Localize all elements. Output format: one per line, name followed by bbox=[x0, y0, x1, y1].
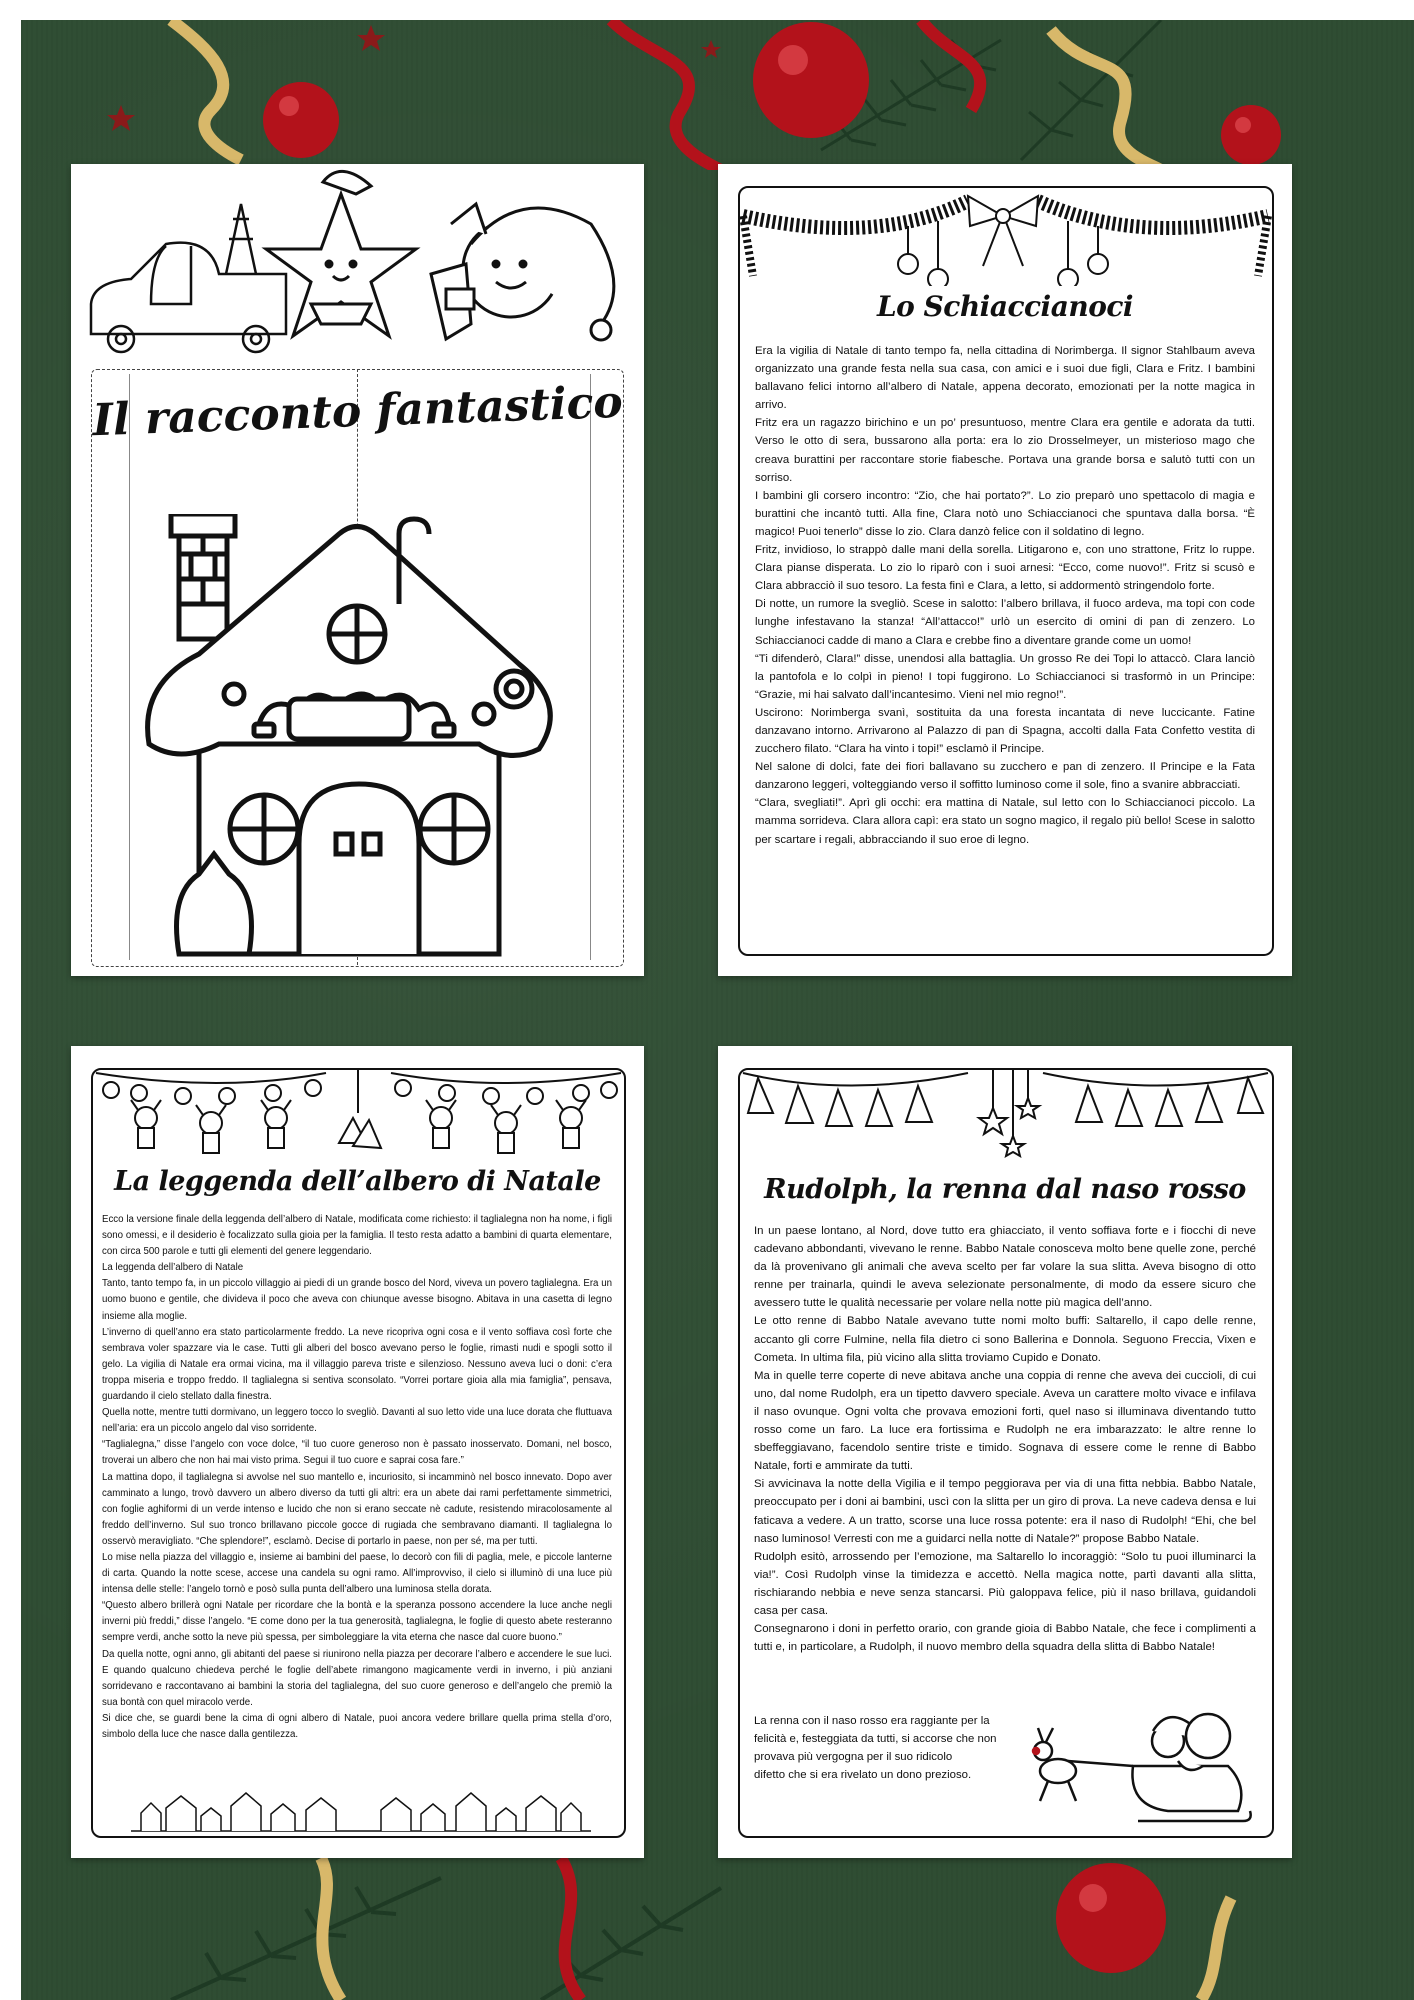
fold-line bbox=[590, 374, 591, 960]
story-text bbox=[755, 342, 1255, 849]
paragraph: In un paese lontano, al Nord, dove tutto era ghiacciato, il vento soffiava forte e i fiocchi di neve cadevano abbondanti, vivevano le renne. Babbo Natale conosceva molto bene quelle zone, perché da là provenivano gli animali che aveva scelto per far volare la sua slitta. Aveva bisogno di otto renne per trainarla, quindi le aveva selezionate personalmente, di modo da essere sicuro che avessero tutte le qualità necessarie per volare nella notte più magica dell’anno. bbox=[754, 1225, 1256, 1310]
story-text bbox=[102, 1212, 612, 1743]
red-ribbon-icon bbox=[921, 20, 980, 110]
paragraph: Da quella notte, ogni anno, gli abitanti del paese si riunirono nella piazza per decorare l’albero e accendere le sue luci. E quando qualcuno chiedeva perché le foglie dell’abete rimangono magicamente verdi in inverno, i più anziani sorridevano e raccontavano ai bambini la storia del taglialegna, del suo cuore generoso e dell’angelo che premiò la sua bontà con quel miracolo verde. bbox=[102, 1648, 612, 1708]
paragraph: I bambini gli corsero incontro: “Zio, che hai portato?”. Lo zio preparò uno spettacolo di magia e burattini che incantò tutti. Alla fine, Clara notò uno Schiaccianoci che spuntava dalla borsa. “È magico! Puoi tenerlo” disse lo zio. Clara danzò felice con il soldatino di legno. bbox=[755, 489, 1255, 538]
fir-branch-icon bbox=[171, 1878, 721, 2000]
red-ornament-icon bbox=[263, 82, 339, 158]
red-ornament-icon bbox=[1221, 105, 1281, 165]
bunting-icon bbox=[738, 1068, 1272, 1158]
paragraph: La mattina dopo, il taglialegna si avvolse nel suo mantello e, incuriosito, si incamminò nel bosco innevato. Dopo aver camminato a lungo, trovò davvero un albero diverso da tutti gli altri: era un abete dai rami perfettamente simmetrici, con foglie aghiformi di un verde intenso e lucido che non si erano seccate nè cadute, resistendo miracolosamente al freddo dell’inverno. Sul suo tronco brillavano piccole gocce di rugiada che sembravano diamanti. Il taglialegna lo osservò meravigliato. “Che splendore!”, esclamò. Decise di portarlo in paese, non per sé, ma per tutti. bbox=[102, 1471, 612, 1547]
garland-bow-icon bbox=[738, 186, 1272, 286]
elf-icon bbox=[431, 204, 614, 340]
ending-line: provava più vergogna per il suo ridicolo bbox=[754, 1751, 953, 1764]
paragraph: Le otto renne di Babbo Natale avevano tutte nomi molto buffi: Saltarello, il capo delle renne, accanto gli corre Fulmine, nella fila dietro ci sono Ballerina e Donnola. Seguono Freccia, Vixen e Cometa. In ultima fila, più vicino alla slitta troviamo Cupido e Donato. bbox=[754, 1315, 1256, 1364]
paragraph: Rudolph esitò, arrossendo per l’emozione, ma Saltarello lo incoraggiò: “Solo tu puoi illuminarci la via!”. Così Rudolph vinse la timidezza e accettò. Nella magica notte, partì davanti alla slitta, rischiarando nebbia e neve senza stancarsi. Più galoppava felice, più il naso brillava, guidandoli casa per casa. bbox=[754, 1550, 1256, 1617]
paragraph: Era la vigilia di Natale di tanto tempo fa, nella cittadina di Norimberga. Il signor Stahlbaum aveva organizzato una grande festa nella sua casa, con amici e i suoi due figli, Clara e Fritz. I bambini ballavano felici intorno all’albero di Natale, appena decorato, emozionati per la notte magica in arrivo. bbox=[755, 345, 1255, 412]
cover-title: Il racconto fantastico bbox=[91, 376, 624, 447]
paragraph: “Taglialegna,” disse l’angelo con voce dolce, “il tuo cuore generoso non è passato inosservato. Domani, nel bosco, troverai un albero che non hai mai visto prima. Segui il tuo cuore e saprai cosa fare.” bbox=[102, 1439, 612, 1467]
gold-ribbon-icon bbox=[1201, 1898, 1231, 2000]
paragraph: Fritz era un ragazzo birichino e un po’ presuntuoso, mentre Clara era gentile e adorata da tutti. Verso le otto di sera, bussarono alla porta: era lo zio Drosselmeyer, un misterioso mago che creava burattini per raccontare storie fiabesche. Portava una grande borsa e salutò tutti con un sorriso. bbox=[755, 417, 1255, 484]
story-title: Rudolph, la renna dal naso rosso bbox=[764, 1174, 1246, 1205]
paragraph: La leggenda dell’albero di Natale bbox=[102, 1262, 244, 1274]
story-page-schiaccianoci bbox=[718, 164, 1292, 976]
red-ribbon-icon bbox=[611, 20, 721, 170]
ending-line: felicità e, festeggiata da tutti, si accorse che non bbox=[754, 1733, 997, 1746]
paragraph: Ma in quelle terre coperte di neve abitava anche una coppia di renne che aveva dei cuccioli, di cui uno, dal nome Rudolph, era un tipetto davvero speciale. Aveva un carattere molto vivace e infilava il naso ovunque. Ogni volta che provava emozioni forti, quel naso si illuminava diventando tutto rosso come un faro. La luce era fortissima e Rudolph ne era imbarazzato: le altre renne lo sbeffeggiavano, facendolo sentire triste e timido. Sognava di essere come le renne di Babbo Natale, forti e ammirate da tutti. bbox=[754, 1369, 1256, 1473]
gingerbread-house-icon bbox=[139, 514, 589, 964]
red-ornament-icon bbox=[753, 22, 869, 138]
paragraph: Lo mise nella piazza del villaggio e, insieme ai bambini del paese, lo decorò con fili di paglia, mele, e piccole lanterne di carta. Quando la notte scese, accese una candela su ogni ramo. All’improvviso, il cielo si illuminò di una luce più intensa delle stelle: l’angelo tornò e posò sulla punta dell’albero una luminosa stella dorata. bbox=[102, 1551, 612, 1596]
star-character-icon bbox=[266, 171, 416, 336]
cover-page bbox=[71, 164, 644, 976]
cover-illustrations bbox=[71, 164, 644, 364]
story-ending bbox=[754, 1712, 1044, 1784]
paragraph: Uscirono: Norimberga svanì, sostituita da una foresta incantata di neve luccicante. Fatine danzavano intorno. Arrivarono al Palazzo di pan di Spagna, accolti dalla Fata Confetto vestita di zucchero filato. “Clara ha vinto i topi!” esclamò il Principe. bbox=[755, 706, 1255, 756]
gold-ribbon-icon bbox=[1051, 30, 1161, 170]
paragraph: “Clara, svegliati!”. Aprì gli occhi: era mattina di Natale, sul letto con lo Schiaccianoci piccolo. La mamma sorrideva. Clara allora capì: era stato un sogno magico, il regalo più bello! Scese in salotto per scartare i regali, abbracciando il suo eroe di legno. bbox=[755, 797, 1255, 846]
truck-icon bbox=[91, 204, 286, 352]
paragraph: Nel salone di dolci, fate dei fiori ballavano su zucchero e pan di zenzero. Il Principe e la Fata danzarono leggeri, volteggiando verso il soffitto luminoso come il sole, fino a svanire abbracciati. bbox=[755, 761, 1255, 792]
story-page-albero bbox=[71, 1046, 644, 1858]
paragraph: Tanto, tanto tempo fa, in un piccolo villaggio ai piedi di un grande bosco del Nord, viveva un povero taglialegna. Era un uomo buono e gentile, che divideva il poco che aveva con chiunque avesse bisogno. Abitava in una casetta di legno insieme alla moglie. bbox=[102, 1278, 612, 1322]
village-icon bbox=[131, 1788, 591, 1832]
paragraph: Di notte, un rumore la svegliò. Scese in salotto: l’albero brillava, il fuoco ardeva, ma topi con code lunghe infestavano la stanza! “All’attacco!” urlò un esercito di omini di pan di zenzero. Lo Schiaccianoci cadde di mano a Clara e crebbe fino a diventare grande come un uomo! bbox=[755, 598, 1255, 647]
fir-branch-icon bbox=[821, 20, 1161, 160]
top-decorations bbox=[21, 20, 1414, 170]
story-title: Lo Schiaccianoci bbox=[876, 290, 1134, 323]
paragraph: Consegnarono i doni in perfetto orario, con grande gioia di Babbo Natale, che fece i complimenti a tutti e, in particolare, a Rudolph, il nuovo membro della squadra della slitta di Babbo Natale! bbox=[754, 1623, 1256, 1654]
paragraph: Si dice che, se guardi bene la cima di ogni albero di Natale, puoi ancora vedere brillare quella prima stella d’oro, simbolo della luce che nasce dalla gentilezza. bbox=[102, 1712, 612, 1740]
fold-line bbox=[129, 374, 130, 960]
ending-line: difetto che si era rivelato un dono prezioso. bbox=[754, 1769, 972, 1782]
paragraph: L’inverno di quell’anno era stato particolarmente freddo. La neve ricopriva ogni cosa e il vento soffiava così forte che sembrava voler spazzare via le case. Tutti gli alberi del bosco avevano perso le foglie, rimasti nudi e spogli sotto il gelo. La vigilia di Natale era ormai vicina, ma il villaggio pareva triste e silenzioso. Nessuno aveva luci o doni: c’era troppa miseria e troppo freddo. Il taglialegna si sentiva sconsolato. “Vorrei portare gioia alla mia famiglia”, pensava, guardando il cielo stellato dalla finestra. bbox=[102, 1326, 612, 1403]
paragraph: Fritz, invidioso, lo strappò dalle mani della sorella. Litigarono e, con uno strattone, Fritz lo ruppe. Clara pianse disperata. Lo zio lo riparò con i suoi arnesi: “Ecco, come nuovo!”. Fritz si scusò e Clara abbracciò il suo tesoro. La festa finì e Clara, a letto, si addormentò stringendolo forte. bbox=[755, 544, 1255, 593]
ending-line: La renna con il naso rosso era raggiante per la bbox=[754, 1715, 990, 1727]
paragraph: “Questo albero brillerà ogni Natale per ricordare che la bontà e la speranza possono accendere la luce anche negli inverni più freddi,” disse l’angelo. “E come dono per la tua generosità, taglialegna, le foglie di questo abete resteranno sempre verdi, anche sotto la neve più spessa, per simboleggiare la vita eterna che nasce dal cuore buono.” bbox=[102, 1600, 612, 1644]
story-page-rudolph bbox=[718, 1046, 1292, 1858]
gold-ribbon-icon bbox=[171, 20, 241, 160]
bottom-decorations bbox=[21, 1858, 1414, 2000]
story-text bbox=[754, 1222, 1256, 1656]
paragraph: Si avvicinava la notte della Vigilia e il tempo peggiorava per via di una fitta nebbia. Babbo Natale, preoccupato per i doni ai bambini, uscì con la slitta per un giro di prova. La neve cadeva densa e lui faticava a vedere. A un tratto, scorse una luce rossa potente: era il naso di Rudolph! “Ehi, che bel naso luminoso! Verresti con me a guidarci nella notte di Natale?” propose Babbo Natale. bbox=[754, 1478, 1256, 1545]
paragraph: Quella notte, mentre tutti dormivano, un leggero tocco lo svegliò. Davanti al suo letto vide una luce dorata che fluttuava nell’aria: era un piccolo angelo dal viso sorridente. bbox=[102, 1407, 612, 1435]
paragraph: Ecco la versione finale della leggenda dell’albero di Natale, modificata come richiesto: il taglialegna non ha nome, i figli sono omessi, e il desiderio è focalizzato sulla gioia per la famiglia. Il testo resta adatto a bambini di quarta elementare, con circa 500 parole e tutti gli elementi del genere leggendario. bbox=[102, 1214, 612, 1258]
paragraph: “Ti difenderò, Clara!” disse, unendosi alla battaglia. Un grosso Re dei Topi lo attaccò. Clara lanciò la pantofola e lo colpì in pieno! I topi fuggirono. Lo Schiaccianoci si trasformò in un Principe: “Grazie, mi hai salvato dall’incantesimo. Vieni nel mio regno!”. bbox=[755, 652, 1255, 701]
story-title: La leggenda dell’albero di Natale bbox=[114, 1166, 601, 1197]
reindeer-garland-icon bbox=[91, 1068, 625, 1168]
red-bell-icon bbox=[1056, 1863, 1166, 1973]
santa-sleigh-icon bbox=[1018, 1706, 1258, 1831]
